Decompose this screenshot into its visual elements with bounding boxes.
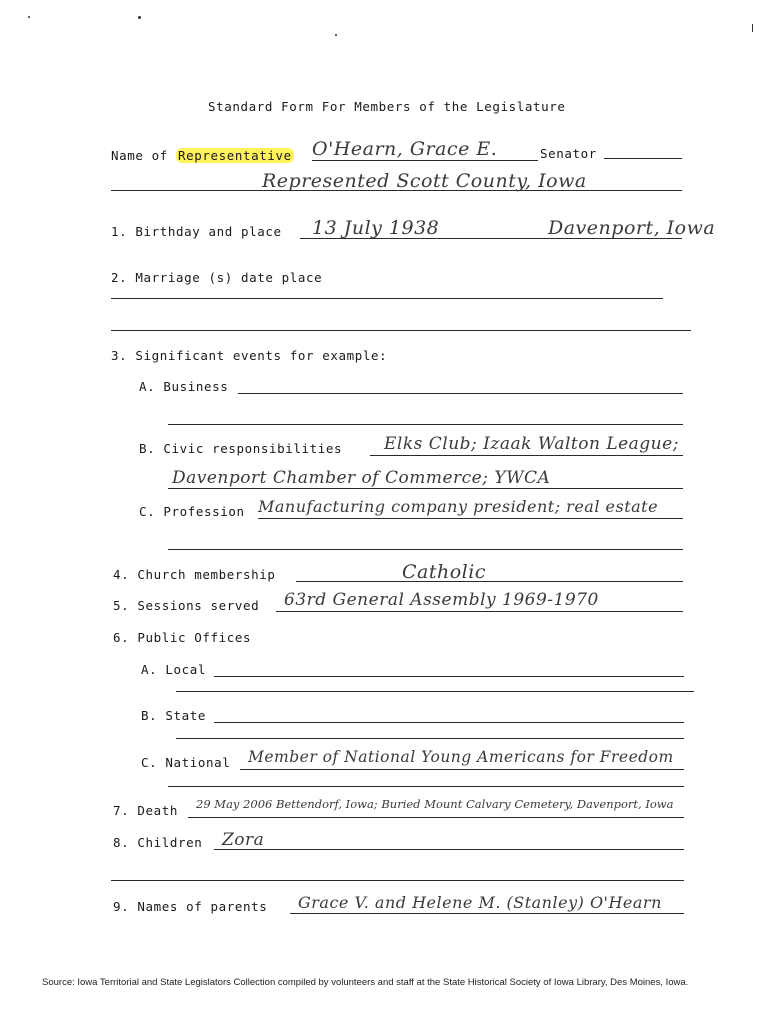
marriage-line-1 xyxy=(111,298,663,299)
profession-text: Manufacturing company president; real estate xyxy=(258,497,659,516)
state-label: B. State xyxy=(141,708,207,723)
death-line xyxy=(188,817,684,818)
birthplace: Davenport, Iowa xyxy=(548,217,716,239)
death-label: 7. Death xyxy=(113,803,179,818)
state-line-1 xyxy=(214,722,684,723)
represented-line xyxy=(111,190,682,191)
business-line-1 xyxy=(238,393,683,394)
civic-line-1 xyxy=(370,455,683,456)
church-text: Catholic xyxy=(402,561,486,583)
offices-label: 6. Public Offices xyxy=(113,630,252,645)
parents-label: 9. Names of parents xyxy=(113,899,268,914)
church-label: 4. Church membership xyxy=(113,567,276,582)
represented-county: Represented Scott County, Iowa xyxy=(262,170,587,192)
local-line-1 xyxy=(214,676,684,677)
profession-label: C. Profession xyxy=(139,504,245,519)
profession-line-1 xyxy=(258,518,683,519)
events-label: 3. Significant events for example: xyxy=(111,348,388,363)
scan-speck xyxy=(335,34,337,36)
civic-label: B. Civic responsibilities xyxy=(139,441,343,456)
representative-name: O'Hearn, Grace E. xyxy=(312,138,498,160)
parents-line xyxy=(290,913,684,914)
name-label xyxy=(111,148,294,163)
national-line-1 xyxy=(240,769,684,770)
children-label: 8. Children xyxy=(113,835,203,850)
marriage-line-2 xyxy=(111,330,691,331)
business-line-2 xyxy=(168,424,683,425)
civic-line-2 xyxy=(168,488,683,489)
representative-label: Representative xyxy=(178,148,292,163)
civic-text-1: Elks Club; Izaak Walton League; xyxy=(384,434,679,454)
children-line-2 xyxy=(111,880,684,881)
parents-text: Grace V. and Helene M. (Stanley) O'Hearn xyxy=(298,893,662,912)
senator-line xyxy=(604,158,682,159)
birthday-line xyxy=(300,238,682,239)
marriage-label: 2. Marriage (s) date place xyxy=(111,270,323,285)
children-text: Zora xyxy=(222,830,265,850)
birthday-date: 13 July 1938 xyxy=(312,217,440,239)
national-label: C. National xyxy=(141,755,231,770)
business-label: A. Business xyxy=(139,379,229,394)
national-text: Member of National Young Americans for Freedom xyxy=(248,748,674,766)
scan-speck xyxy=(752,24,753,32)
state-line-2 xyxy=(176,738,684,739)
civic-text-2: Davenport Chamber of Commerce; YWCA xyxy=(172,468,551,488)
birthday-label: 1. Birthday and place xyxy=(111,224,282,239)
form-title: Standard Form For Members of the Legislature xyxy=(208,99,566,114)
name-line xyxy=(312,160,538,161)
death-text: 29 May 2006 Bettendorf, Iowa; Buried Mount Calvary Cemetery, Davenport, Iowa xyxy=(196,797,674,811)
scan-speck xyxy=(28,16,30,18)
senator-label: Senator xyxy=(540,146,597,161)
sessions-line xyxy=(276,611,683,612)
scan-speck xyxy=(138,16,141,19)
church-line xyxy=(296,581,683,582)
local-label: A. Local xyxy=(141,662,207,677)
profession-line-2 xyxy=(168,549,683,550)
source-citation: Source: Iowa Territorial and State Legislators Collection compiled by volunteers and staff at the State Historical Society of Iowa Library, Des Moines, Iowa. xyxy=(42,977,689,988)
children-line xyxy=(214,849,684,850)
name-of-label: Name of xyxy=(111,148,168,163)
local-line-2 xyxy=(176,691,694,692)
sessions-label: 5. Sessions served xyxy=(113,598,260,613)
sessions-text: 63rd General Assembly 1969-1970 xyxy=(284,590,599,610)
national-line-2 xyxy=(168,786,684,787)
